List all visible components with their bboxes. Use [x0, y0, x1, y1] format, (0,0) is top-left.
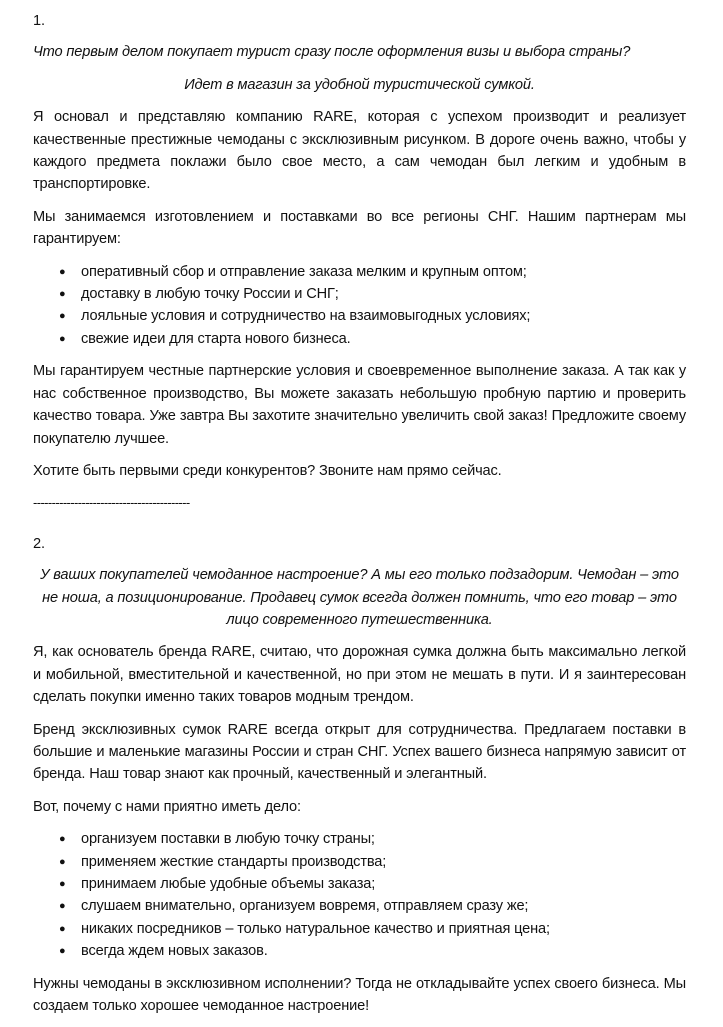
bullet-icon: ●	[59, 265, 66, 278]
list-item: ● оперативный сбор и отправление заказа мелким и крупным оптом;	[33, 261, 686, 283]
list-item: ● свежие идеи для старта нового бизнеса.	[33, 328, 686, 350]
bullet-icon: ●	[59, 833, 66, 846]
section-2-number: 2.	[33, 535, 45, 552]
list-item: ● лояльные условия и сотрудничество на взаимовыгодных условиях;	[33, 305, 686, 327]
section-1-paragraph: Мы занимаемся изготовлением и поставками во все регионы СНГ. Нашим партнерам мы гарантируем:	[33, 208, 686, 248]
list-item: ● никаких посредников – только натуральное качество и приятная цена;	[33, 918, 686, 940]
section-2-paragraph: Вот, почему с нами приятно иметь дело:	[33, 798, 301, 815]
bullet-icon: ●	[59, 288, 66, 301]
section-1-answer: Идет в магазин за удобной туристической сумкой.	[184, 76, 535, 93]
list-item: ● применяем жесткие стандарты производства;	[33, 851, 686, 873]
bullet-icon: ●	[59, 878, 66, 890]
section-1-benefits-list	[33, 261, 686, 351]
bullet-icon: ●	[59, 855, 66, 868]
section-2-benefits-list	[33, 828, 686, 962]
section-1-call-to-action: Хотите быть первыми среди конкурентов? Звоните нам прямо сейчас.	[33, 462, 502, 479]
list-item: ● слушаем внимательно, организуем вовремя, отправляем сразу же;	[33, 895, 686, 917]
bullet-icon: ●	[59, 922, 66, 935]
document-page	[33, 10, 686, 1027]
bullet-icon: ●	[59, 945, 66, 958]
section-2-paragraph: Я, как основатель бренда RARE, считаю, что дорожная сумка должна быть максимально легкой и мобильной, вместительной и качественной, но при этом не мешать в пути. И я заинтересован сделать покупки именно таких товаров модным трендом.	[33, 644, 686, 706]
section-1-number: 1.	[33, 13, 45, 29]
section-separator: ------------------------------------------	[33, 495, 190, 511]
list-item: ● принимаем любые удобные объемы заказа;	[33, 873, 686, 895]
section-2-paragraph: Бренд эксклюзивных сумок RARE всегда открыт для сотрудничества. Предлагаем поставки в большие и маленькие магазины России и стран СНГ. Успех вашего бизнеса напрямую зависит от бренда. Наш товар знают как прочный, качественный и элегантный.	[33, 721, 686, 783]
list-item: ● организуем поставки в любую точку страны;	[33, 828, 686, 850]
section-1-paragraph: Я основал и представляю компанию RARE, которая с успехом производит и реализует качественные престижные чемоданы с эксклюзивным рисунком. В дороге очень важно, чтобы у каждого предмета поклажи было свое место, а сам чемодан был легким и удобным в транспортировке.	[33, 109, 686, 193]
bullet-icon: ●	[59, 310, 66, 323]
section-2-closing-paragraph: Нужны чемоданы в эксклюзивном исполнении? Тогда не откладывайте успех своего бизнеса. Мы создаем только хорошее чемоданное настроение!	[33, 975, 686, 1015]
list-item: ● доставку в любую точку России и СНГ;	[33, 283, 686, 305]
section-2-intro: У ваших покупателей чемоданное настроение? А мы его только подзадорим. Чемодан – это не ноша, а позиционирование. Продавец сумок всегда должен помнить, что его товар – это лицо современного путешественника.	[40, 567, 679, 628]
list-item: ● всегда ждем новых заказов.	[33, 940, 686, 962]
section-1-closing-paragraph: Мы гарантируем честные партнерские условия и своевременное выполнение заказа. А так как у нас собственное производство, Вы можете заказать небольшую пробную партию и проверить качество товара. Уже завтра Вы захотите значительно увеличить свой заказ! Предложите своему покупателю лучшее.	[33, 363, 686, 447]
bullet-icon: ●	[59, 332, 66, 345]
bullet-icon: ●	[59, 900, 66, 913]
section-1-question: Что первым делом покупает турист сразу после оформления визы и выбора страны?	[33, 44, 631, 61]
